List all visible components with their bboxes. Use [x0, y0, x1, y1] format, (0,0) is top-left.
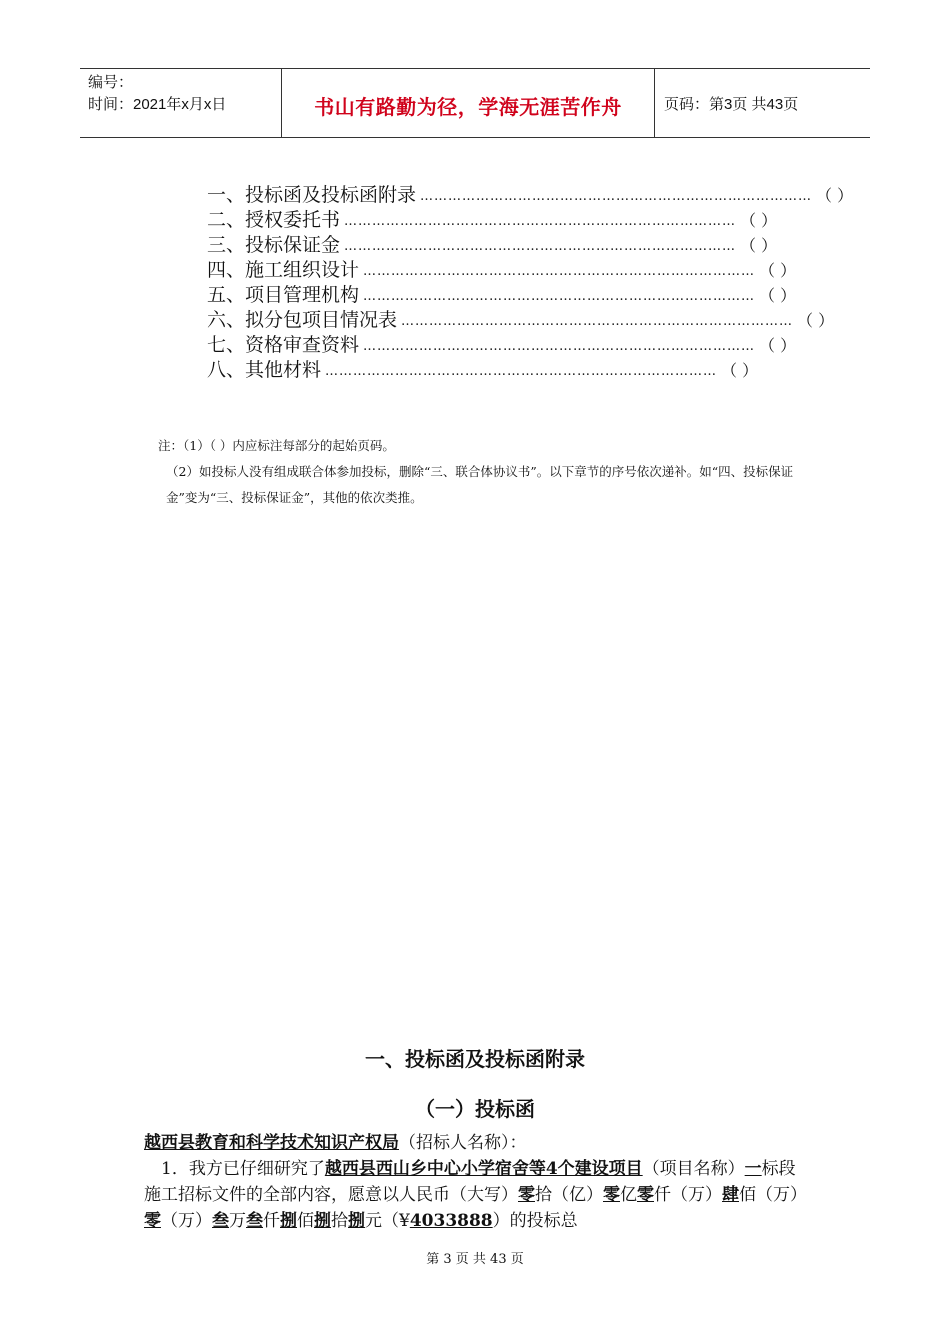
toc-page: （ ） [740, 211, 778, 230]
amount-number: 4033888 [409, 1211, 493, 1231]
header-page-number: 页码：第3页 共43页 [664, 96, 799, 113]
toc-page: （ ） [759, 261, 797, 280]
toc-leader: ………………………………………………………………………… [363, 289, 756, 304]
toc-row [207, 233, 778, 258]
section-subtitle: （一）投标函 [415, 1099, 535, 1121]
toc-title: 二、授权委托书 [207, 209, 341, 231]
text-fragment: 万 [229, 1211, 246, 1231]
paragraph-1 [144, 1156, 810, 1234]
text-fragment: 佰（万） [739, 1185, 807, 1205]
recipient-line [144, 1130, 810, 1156]
toc-leader: ………………………………………………………………………… [325, 364, 718, 379]
header-meta [88, 72, 226, 116]
toc-leader: ………………………………………………………………………… [363, 339, 756, 354]
toc-row [207, 208, 778, 233]
amount-digit: 捌 [314, 1211, 331, 1231]
amount-digit: 零 [637, 1185, 654, 1205]
toc-leader: ………………………………………………………………………… [363, 264, 756, 279]
header-divider [654, 69, 655, 137]
text-fragment: 1．我方已仔细研究了 [161, 1159, 325, 1179]
amount-digit: 零 [144, 1211, 161, 1231]
header-motto: 书山有路勤为径，学海无涯苦作舟 [314, 97, 622, 119]
toc-page: （ ） [721, 361, 759, 380]
toc-title: 八、其他材料 [207, 359, 322, 381]
text-fragment: 拾（亿） [535, 1185, 603, 1205]
header-number-label: 编号： [88, 74, 134, 91]
text-fragment: 亿 [620, 1185, 637, 1205]
toc-row [207, 283, 797, 308]
text-fragment: 元（¥ [365, 1211, 410, 1231]
toc-row [207, 358, 759, 383]
text-fragment: ）的投标总 [492, 1211, 578, 1231]
toc-leader: ………………………………………………………………………… [401, 314, 794, 329]
bid-letter-body [144, 1130, 810, 1234]
note-1: 注：（1）（ ）内应标注每部分的起始页码。 [158, 438, 395, 453]
toc-title: 三、投标保证金 [207, 234, 341, 256]
text-fragment: 仟 [263, 1211, 280, 1231]
toc-row [207, 333, 797, 358]
toc-title: 四、施工组织设计 [207, 259, 360, 281]
header-time: 时间：2021年x月x日 [88, 96, 227, 113]
toc-title: 一、投标函及投标函附录 [207, 184, 417, 206]
text-fragment: （项目名称） [642, 1159, 745, 1179]
toc-title: 六、拟分包项目情况表 [207, 309, 398, 331]
amount-digit: 零 [518, 1185, 535, 1205]
amount-digit: 肆 [722, 1185, 739, 1205]
toc-title: 七、资格审查资料 [207, 334, 360, 356]
toc-row [207, 258, 797, 283]
table-of-contents [207, 183, 854, 383]
amount-digit: 捌 [280, 1211, 297, 1231]
amount-digit: 捌 [348, 1211, 365, 1231]
page-header [80, 68, 870, 138]
page-footer: 第 3 页 共 43 页 [426, 1252, 524, 1267]
text-fragment: 佰 [297, 1211, 314, 1231]
section-title: 一、投标函及投标函附录 [365, 1049, 585, 1071]
project-name: 越西县西山乡中心小学宿舍等4个建设项目 [324, 1159, 643, 1179]
section-number: 一 [744, 1159, 762, 1179]
recipient-suffix: （招标人名称）： [399, 1133, 527, 1153]
text-fragment: 仟（万） [654, 1185, 722, 1205]
toc-page: （ ） [759, 336, 797, 355]
toc-page: （ ） [797, 311, 835, 330]
toc-row [207, 308, 835, 333]
toc-page: （ ） [816, 186, 854, 205]
recipient-name: 越西县教育和科学技术知识产权局 [144, 1133, 399, 1153]
note-2: （2）如投标人没有组成联合体参加投标，删除“三、联合体协议书”。以下章节的序号依次递补。如“四、投标保证金”变为“三、投标保证金”，其他的依次类推。 [166, 464, 794, 505]
toc-title: 五、项目管理机构 [207, 284, 360, 306]
toc-notes [148, 433, 808, 511]
amount-digit: 零 [603, 1185, 620, 1205]
text-fragment: 拾 [331, 1211, 348, 1231]
amount-digit: 叁 [212, 1211, 229, 1231]
text-fragment: 标段施工招标文件的全部内容，愿意以人民币（大写） [144, 1159, 796, 1205]
toc-row [207, 183, 854, 208]
toc-page: （ ） [740, 236, 778, 255]
text-fragment: （万） [161, 1211, 212, 1231]
toc-leader: ………………………………………………………………………… [344, 214, 737, 229]
toc-leader: ………………………………………………………………………… [344, 239, 737, 254]
toc-leader: ………………………………………………………………………… [420, 189, 813, 204]
toc-page: （ ） [759, 286, 797, 305]
amount-digit: 叁 [246, 1211, 263, 1231]
